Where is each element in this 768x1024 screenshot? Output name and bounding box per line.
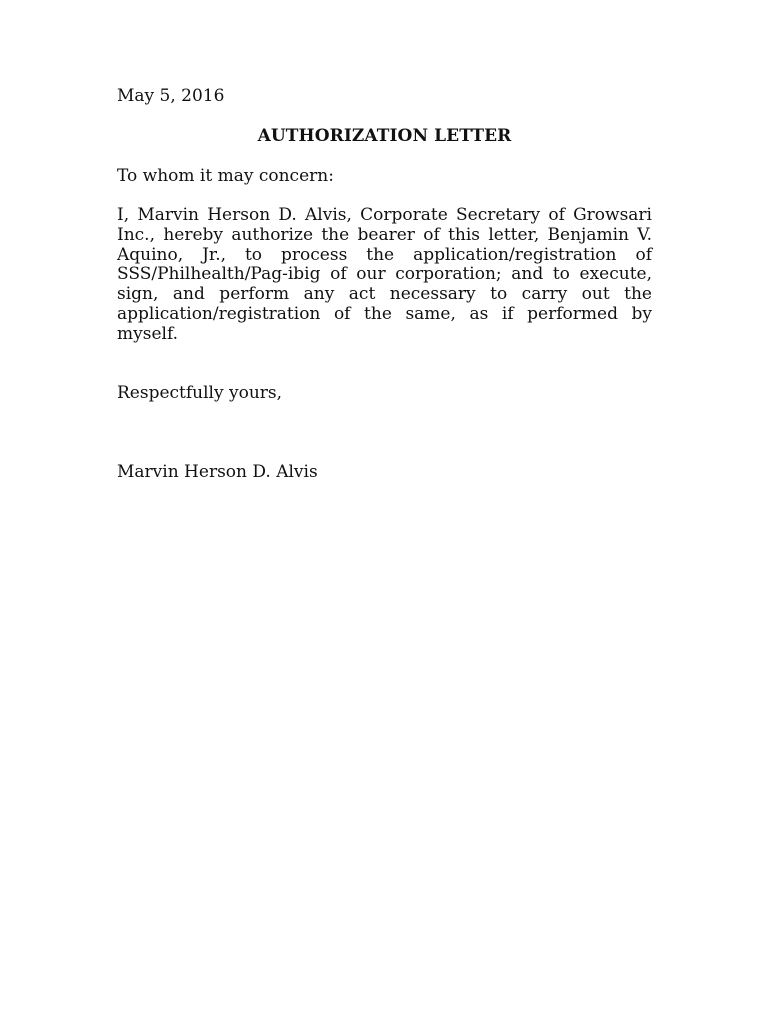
letter-body: I, Marvin Herson D. Alvis, Corporate Secretary of Growsari Inc., hereby authorize the bearer of this letter, Benjamin V. Aquino, Jr., to process the application/registration of SSS/Philhealth/Pag-ibig of our corporation; and to execute, sign, and perform any act necessary to carry out the application/registration of the same, as if performed by myself. — [117, 205, 652, 344]
signature-name: Marvin Herson D. Alvis — [117, 462, 318, 482]
letter-salutation: To whom it may concern: — [117, 166, 334, 186]
letter-closing: Respectfully yours, — [117, 383, 283, 403]
letter-title: AUTHORIZATION LETTER — [257, 126, 512, 146]
letter-date: May 5, 2016 — [117, 86, 225, 106]
